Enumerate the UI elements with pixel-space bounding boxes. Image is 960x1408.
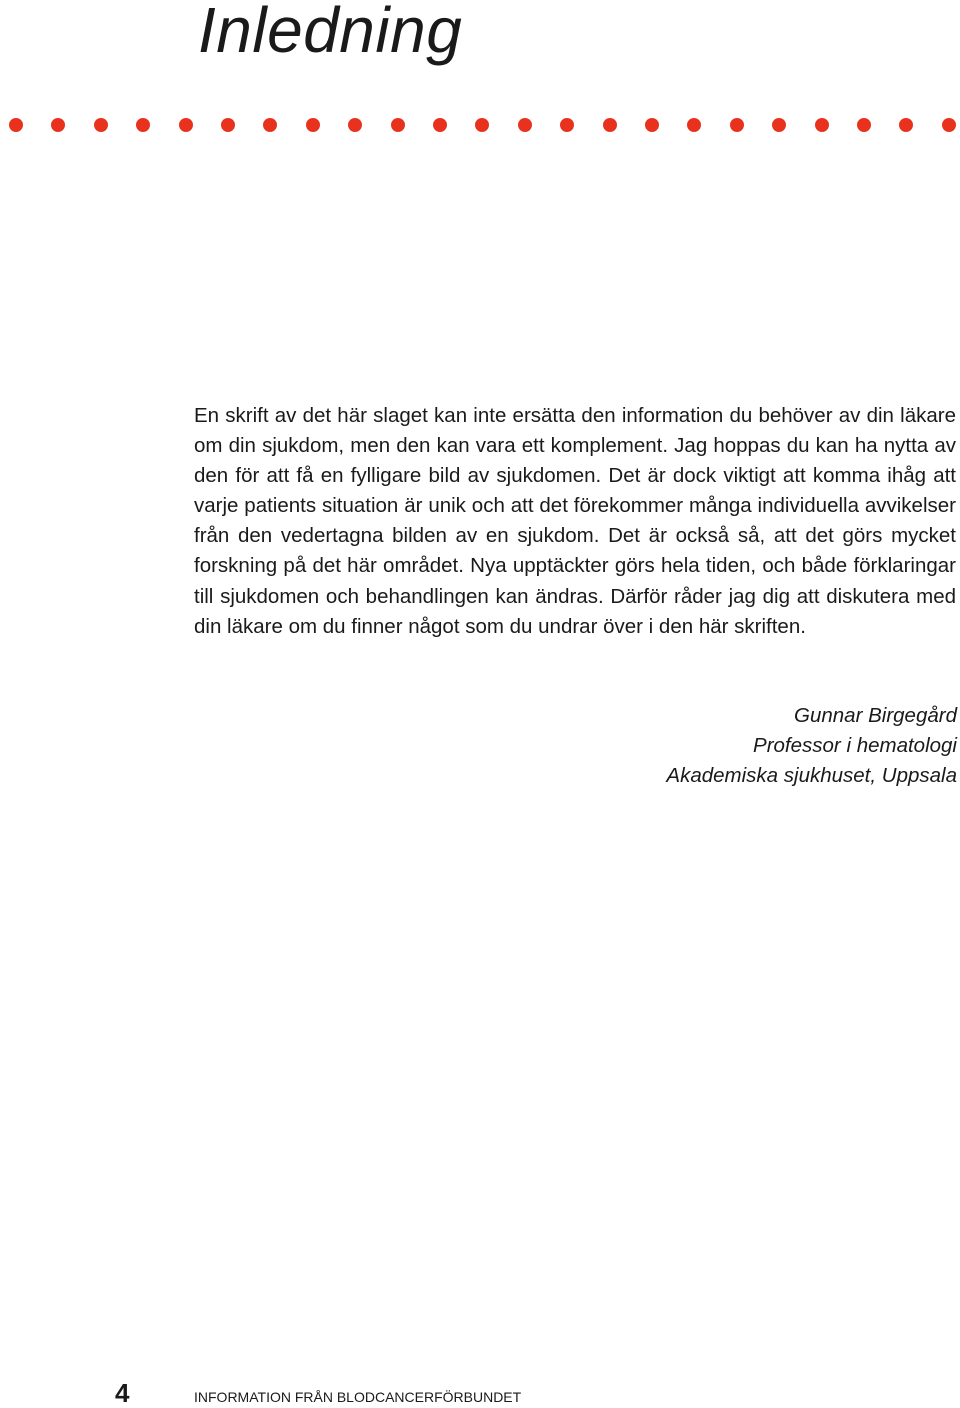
signature-name: Gunnar Birgegård (794, 704, 957, 727)
decorative-dot (560, 118, 574, 132)
decorative-dot (51, 118, 65, 132)
intro-paragraph: En skrift av det här slaget kan inte ersätta den information du behöver av din läkare om din sjukdom, men den kan vara ett komplement. Jag hoppas du kan ha nytta av den för att få en fylligare bild av sjukdomen. Det är dock viktigt att komma ihåg att varje patients situation är unik och att det förekommer många individuella avvikelser från den vedertagna bilden av en sjukdom. Det är också så, att det görs mycket forskning på det här området. Nya upptäckter görs hela tiden, och både förklaringar till sjukdomen och behandlingen kan ändras. Därför råder jag dig att diskutera med din läkare om du finner något som du undrar över i den här skriften. (194, 404, 956, 638)
decorative-dot (687, 118, 701, 132)
decorative-dot-row (0, 116, 960, 136)
decorative-dot (772, 118, 786, 132)
decorative-dot (221, 118, 235, 132)
decorative-dot (179, 118, 193, 132)
decorative-dot (94, 118, 108, 132)
decorative-dot (899, 118, 913, 132)
decorative-dot (518, 118, 532, 132)
decorative-dot (857, 118, 871, 132)
decorative-dot (9, 118, 23, 132)
decorative-dot (348, 118, 362, 132)
decorative-dot (136, 118, 150, 132)
decorative-dot (603, 118, 617, 132)
decorative-dot (391, 118, 405, 132)
decorative-dot (306, 118, 320, 132)
signature-block (457, 701, 957, 791)
decorative-dot (263, 118, 277, 132)
page-title: Inledning (198, 0, 463, 66)
page-number: 4 (115, 1378, 130, 1408)
signature-position: Professor i hematologi (753, 734, 957, 757)
decorative-dot (815, 118, 829, 132)
decorative-dot (730, 118, 744, 132)
decorative-dot (433, 118, 447, 132)
decorative-dot (645, 118, 659, 132)
signature-affiliation: Akademiska sjukhuset, Uppsala (666, 764, 957, 787)
decorative-dot (475, 118, 489, 132)
decorative-dot (942, 118, 956, 132)
footer-publisher-label: INFORMATION FRÅN BLODCANCERFÖRBUNDET (194, 1389, 522, 1405)
